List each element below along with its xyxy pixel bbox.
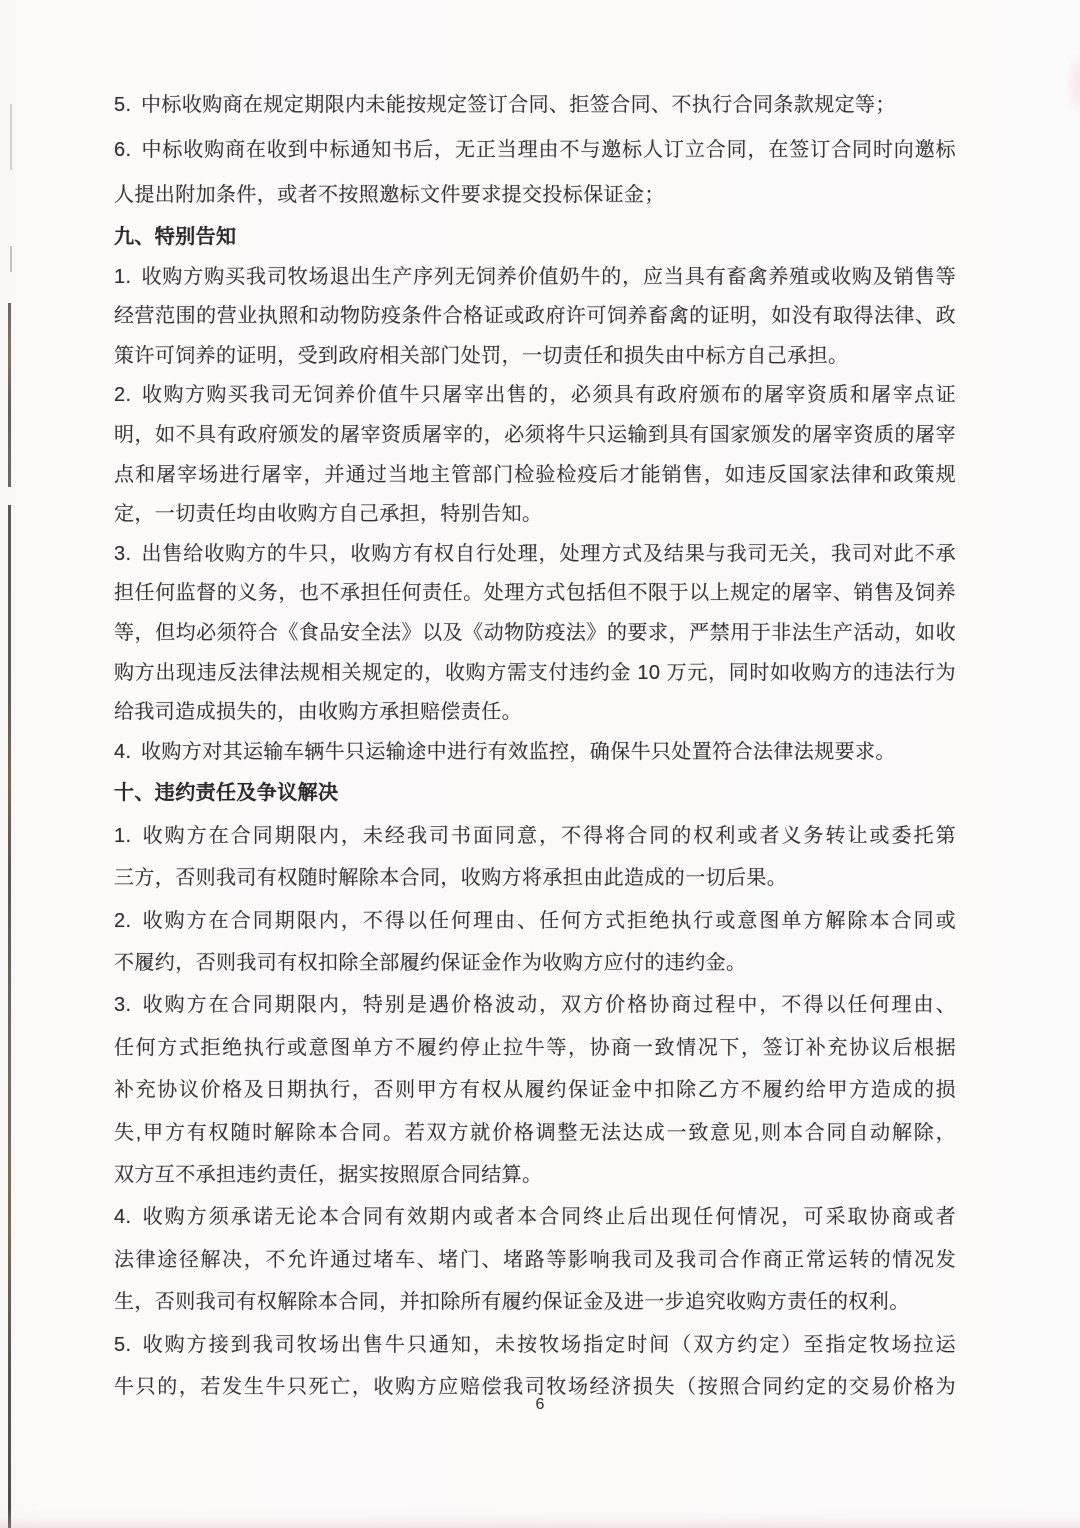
contract-section bbox=[114, 218, 956, 772]
text-line: 等，但均必须符合《食品安全法》以及《动物防疫法》的要求，严禁用于非法生产活动，如收 bbox=[114, 621, 956, 644]
text-line: 3. 收购方在合同期限内，特别是遇价格波动，双方价格协商过程中，不得以任何理由、 bbox=[114, 984, 956, 1026]
text-line: 6. 中标收购商在收到中标通知书后，无正当理由不与邀标人订立合同，在签订合同时向邀标 bbox=[114, 128, 956, 173]
text-line: 三方，否则我司有权随时解除本合同，收购方将承担由此造成的一切后果。 bbox=[114, 867, 788, 890]
text-line: 策许可饲养的证明，受到政府相关部门处罚，一切责任和损失由中标方自己承担。 bbox=[114, 344, 849, 367]
text-line: 不履约，否则我司有权扣除全部履约保证金作为收购方应付的违约金。 bbox=[114, 951, 747, 974]
item-number: 3. bbox=[114, 542, 132, 565]
contract-section bbox=[114, 772, 956, 1408]
text-line: 5. 中标收购商在规定期限内未能按规定签订合同、拒签合同、不执行合同条款规定等； bbox=[114, 83, 956, 128]
item-number: 4. bbox=[114, 1206, 132, 1229]
item-number: 4. bbox=[114, 740, 132, 763]
text-line: 1. 收购方在合同期限内，未经我司书面同意，不得将合同的权利或者义务转让或委托第 bbox=[114, 815, 956, 857]
scan-edge-artifact bbox=[8, 505, 11, 1528]
text-line: 给我司造成损失的，由收购方承担赔偿责任。 bbox=[114, 701, 522, 724]
item-number: 6. bbox=[114, 139, 132, 161]
text-line: 3. 出售给收购方的牛只，收购方有权自行处理，处理方式及结果与我司无关，我司对此不承 bbox=[114, 535, 956, 575]
section-heading: 九、特别告知 bbox=[114, 226, 237, 248]
text-line: 担任何监督的义务，也不承担任何责任。处理方式包括但不限于以上规定的屠宰、销售及饲养 bbox=[114, 582, 956, 605]
page-number: 6 bbox=[535, 1396, 545, 1413]
item-number: 2. bbox=[114, 909, 132, 932]
text-line: 1. 收购方购买我司牧场退出生产序列无饲养价值奶牛的，应当具有畜禽养殖或收购及销售等 bbox=[114, 258, 956, 298]
item-number: 5. bbox=[114, 94, 132, 116]
text-line: 任何方式拒绝执行或意图单方不履约停止拉牛等，协商一致情况下，签订补充协议后根据 bbox=[114, 1036, 956, 1059]
text-line: 定，一切责任均由收购方自己承担，特别告知。 bbox=[114, 503, 543, 526]
text-line: 补充协议价格及日期执行，否则甲方有权从履约保证金中扣除乙方不履约给甲方造成的损 bbox=[114, 1079, 956, 1102]
text-line: 5. 收购方接到我司牧场出售牛只通知，未按牧场指定时间（双方约定）至指定牧场拉运 bbox=[114, 1324, 956, 1366]
text-line: 2. 收购方在合同期限内，不得以任何理由、任何方式拒绝执行或意图单方解除本合同或 bbox=[114, 900, 956, 942]
text-line: 2. 收购方购买我司无饲养价值牛只屠宰出售的，必须具有政府颁布的屠宰资质和屠宰点证 bbox=[114, 376, 956, 416]
text-line: 点和屠宰场进行屠宰，并通过当地主管部门检验检疫后才能销售，如违反国家法律和政策规 bbox=[114, 463, 956, 486]
text-line: 生，否则我司有权解除本合同，并扣除所有履约保证金及进一步追究收购方责任的权利。 bbox=[114, 1291, 910, 1314]
contract-body-text bbox=[114, 83, 956, 1408]
scan-smudge-artifact bbox=[1064, 52, 1080, 116]
contract-section bbox=[114, 83, 956, 218]
text-line: 牛只的，若发生牛只死亡，收购方应赔偿我司牧场经济损失（按照合同约定的交易价格为 bbox=[114, 1376, 956, 1398]
text-line: 4. 收购方对其运输车辆牛只运输途中进行有效监控，确保牛只处置符合法律法规要求。 bbox=[114, 733, 956, 773]
text-line: 明，如不具有政府颁发的屠宰资质屠宰的，必须将牛只运输到具有国家颁发的屠宰资质的屠宰 bbox=[114, 423, 956, 446]
text-line: 4. 收购方须承诺无论本合同有效期内或者本合同终止后出现任何情况，可采取协商或者 bbox=[114, 1196, 956, 1238]
scan-edge-artifact bbox=[10, 104, 12, 170]
text-line: 人提出附加条件，或者不按照邀标文件要求提交投标保证金； bbox=[114, 184, 665, 206]
text-line: 失,甲方有权随时解除本合同。若双方就价格调整无法达成一致意见,则本合同自动解除， bbox=[114, 1121, 956, 1144]
item-number: 2. bbox=[114, 384, 132, 407]
text-line: 经营范围的营业执照和动物防疫条件合格证或政府许可饲养畜禽的证明，如没有取得法律、政 bbox=[114, 305, 956, 328]
item-number: 1. bbox=[114, 824, 132, 847]
item-number: 5. bbox=[114, 1333, 132, 1356]
text-line: 法律途径解决，不允许通过堵车、堵门、堵路等影响我司及我司合作商正常运转的情况发 bbox=[114, 1248, 956, 1271]
scan-edge-artifact bbox=[10, 246, 12, 272]
scan-bottom-noise bbox=[0, 1508, 1080, 1528]
item-number: 1. bbox=[114, 265, 132, 288]
text-line: 双方互不承担违约责任，据实按照原合同结算。 bbox=[114, 1163, 543, 1186]
item-number: 3. bbox=[114, 994, 132, 1017]
scan-edge-artifact bbox=[8, 303, 11, 487]
section-heading: 十、违约责任及争议解决 bbox=[114, 782, 339, 805]
text-line: 购方出现违反法律法规相关规定的，收购方需支付违约金 10 万元，同时如收购方的违法行为 bbox=[114, 661, 956, 684]
